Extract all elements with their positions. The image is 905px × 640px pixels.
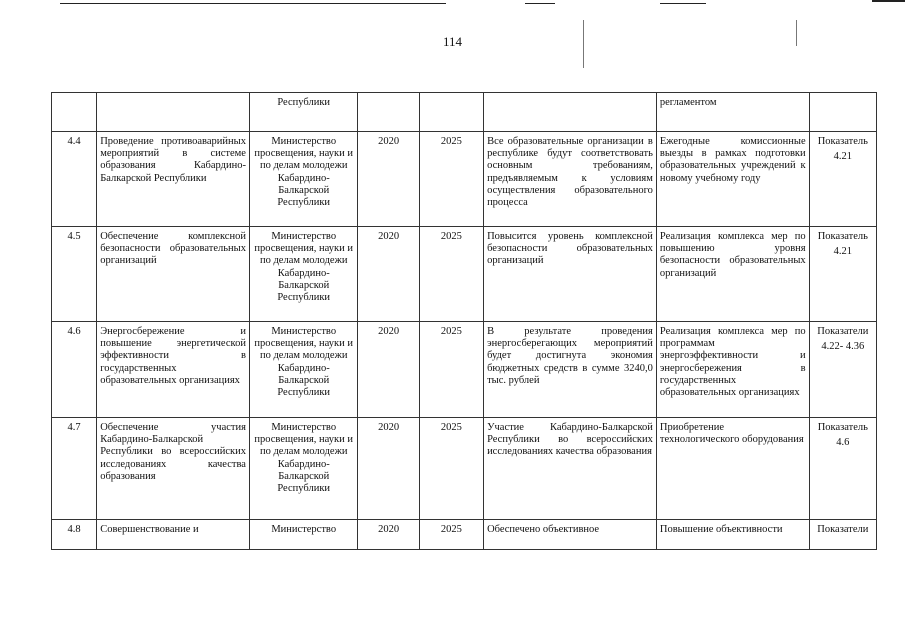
implementation-measures-cell: Повышение объективности <box>656 520 809 550</box>
responsible-executor-cell: Министерство просвещения, науки и по делам молодежи Кабардино-Балкарской Республики <box>249 322 358 418</box>
end-year-cell: 2025 <box>419 132 483 227</box>
table-row <box>52 418 877 520</box>
expected-result-cell: Повысится уровень комплексной безопасности образовательных организаций <box>484 227 657 322</box>
scan-artifact-line <box>872 0 905 2</box>
implementation-measures-cell: Реализация комплекса мер по программам энергоэффективности и энергосбережения в государственных образовательных организациях <box>656 322 809 418</box>
end-year-cell: 2025 <box>419 418 483 520</box>
table-row <box>52 322 877 418</box>
indicator-cell <box>809 520 876 550</box>
responsible-executor-cell: Министерство <box>249 520 358 550</box>
implementation-measures-cell: Приобретение технологического оборудования <box>656 418 809 520</box>
start-year-cell <box>358 93 419 132</box>
indicator-label: Показатель <box>817 422 868 433</box>
scan-artifact-line <box>60 3 446 4</box>
table-row <box>52 227 877 322</box>
measure-name-cell: Обеспечение участия Кабардино-Балкарской Республики во всероссийских исследованиях качества образования <box>97 418 250 520</box>
item-number-cell: 4.4 <box>52 132 97 227</box>
measures-table <box>51 92 877 550</box>
indicator-value: 4.6 <box>836 437 850 449</box>
start-year-cell: 2020 <box>358 322 419 418</box>
expected-result-cell: Все образовательные организации в республике будут соответствовать основным требованиям, предъявляемым к условиям осуществления образовательного процесса <box>484 132 657 227</box>
end-year-cell: 2025 <box>419 227 483 322</box>
table-row <box>52 93 877 132</box>
item-number-cell <box>52 93 97 132</box>
scan-artifact-line <box>660 3 706 4</box>
indicator-label: Показатели <box>817 524 869 535</box>
measure-name-cell <box>97 93 250 132</box>
measure-name-cell: Проведение противоаварийных мероприятий в системе образования Кабардино-Балкарской Республики <box>97 132 250 227</box>
measure-name-cell: Обеспечение комплексной безопасности образовательных организаций <box>97 227 250 322</box>
indicator-label: Показатель <box>817 136 868 147</box>
expected-result-cell: Участие Кабардино-Балкарской Республики во всероссийских исследованиях качества образования <box>484 418 657 520</box>
end-year-cell: 2025 <box>419 322 483 418</box>
indicator-value: 4.22- 4.36 <box>821 341 865 353</box>
implementation-measures-cell: регламентом <box>656 93 809 132</box>
start-year-cell: 2020 <box>358 132 419 227</box>
table-row <box>52 520 877 550</box>
indicator-cell <box>809 132 876 227</box>
end-year-cell: 2025 <box>419 520 483 550</box>
page-number: 114 <box>442 34 463 49</box>
responsible-executor-cell: Республики <box>249 93 358 132</box>
indicator-label: Показатель <box>817 231 868 242</box>
responsible-executor-cell: Министерство просвещения, науки и по делам молодежи Кабардино-Балкарской Республики <box>249 227 358 322</box>
indicator-value: 4.21 <box>833 151 852 163</box>
indicator-label: Показатели <box>817 326 869 337</box>
table-body <box>52 93 877 550</box>
item-number-cell: 4.8 <box>52 520 97 550</box>
expected-result-cell: В результате проведения энергосберегающих мероприятий будет достигнута экономия бюджетных средств в сумме 3240,0 тыс. рублей <box>484 322 657 418</box>
indicator-cell <box>809 93 876 132</box>
item-number-cell: 4.5 <box>52 227 97 322</box>
item-number-cell: 4.7 <box>52 418 97 520</box>
item-number-cell: 4.6 <box>52 322 97 418</box>
expected-result-cell <box>484 93 657 132</box>
responsible-executor-cell: Министерство просвещения, науки и по делам молодежи Кабардино-Балкарской Республики <box>249 418 358 520</box>
indicator-cell <box>809 322 876 418</box>
indicator-value: 4.21 <box>833 246 852 258</box>
end-year-cell <box>419 93 483 132</box>
responsible-executor-cell: Министерство просвещения, науки и по делам молодежи Кабардино-Балкарской Республики <box>249 132 358 227</box>
indicator-cell <box>809 227 876 322</box>
table-row <box>52 132 877 227</box>
scan-artifact-line <box>525 3 555 4</box>
measure-name-cell: Энергосбережение и повышение энергетической эффективности в государственных образовательных организациях <box>97 322 250 418</box>
implementation-measures-cell: Реализация комплекса мер по повышению уровня безопасности образовательных организаций <box>656 227 809 322</box>
start-year-cell: 2020 <box>358 227 419 322</box>
expected-result-cell: Обеспечено объективное <box>484 520 657 550</box>
indicator-cell <box>809 418 876 520</box>
start-year-cell: 2020 <box>358 418 419 520</box>
implementation-measures-cell: Ежегодные комиссионные выезды в рамках подготовки образовательных учреждений к новому учебному году <box>656 132 809 227</box>
measure-name-cell: Совершенствование и <box>97 520 250 550</box>
start-year-cell: 2020 <box>358 520 419 550</box>
